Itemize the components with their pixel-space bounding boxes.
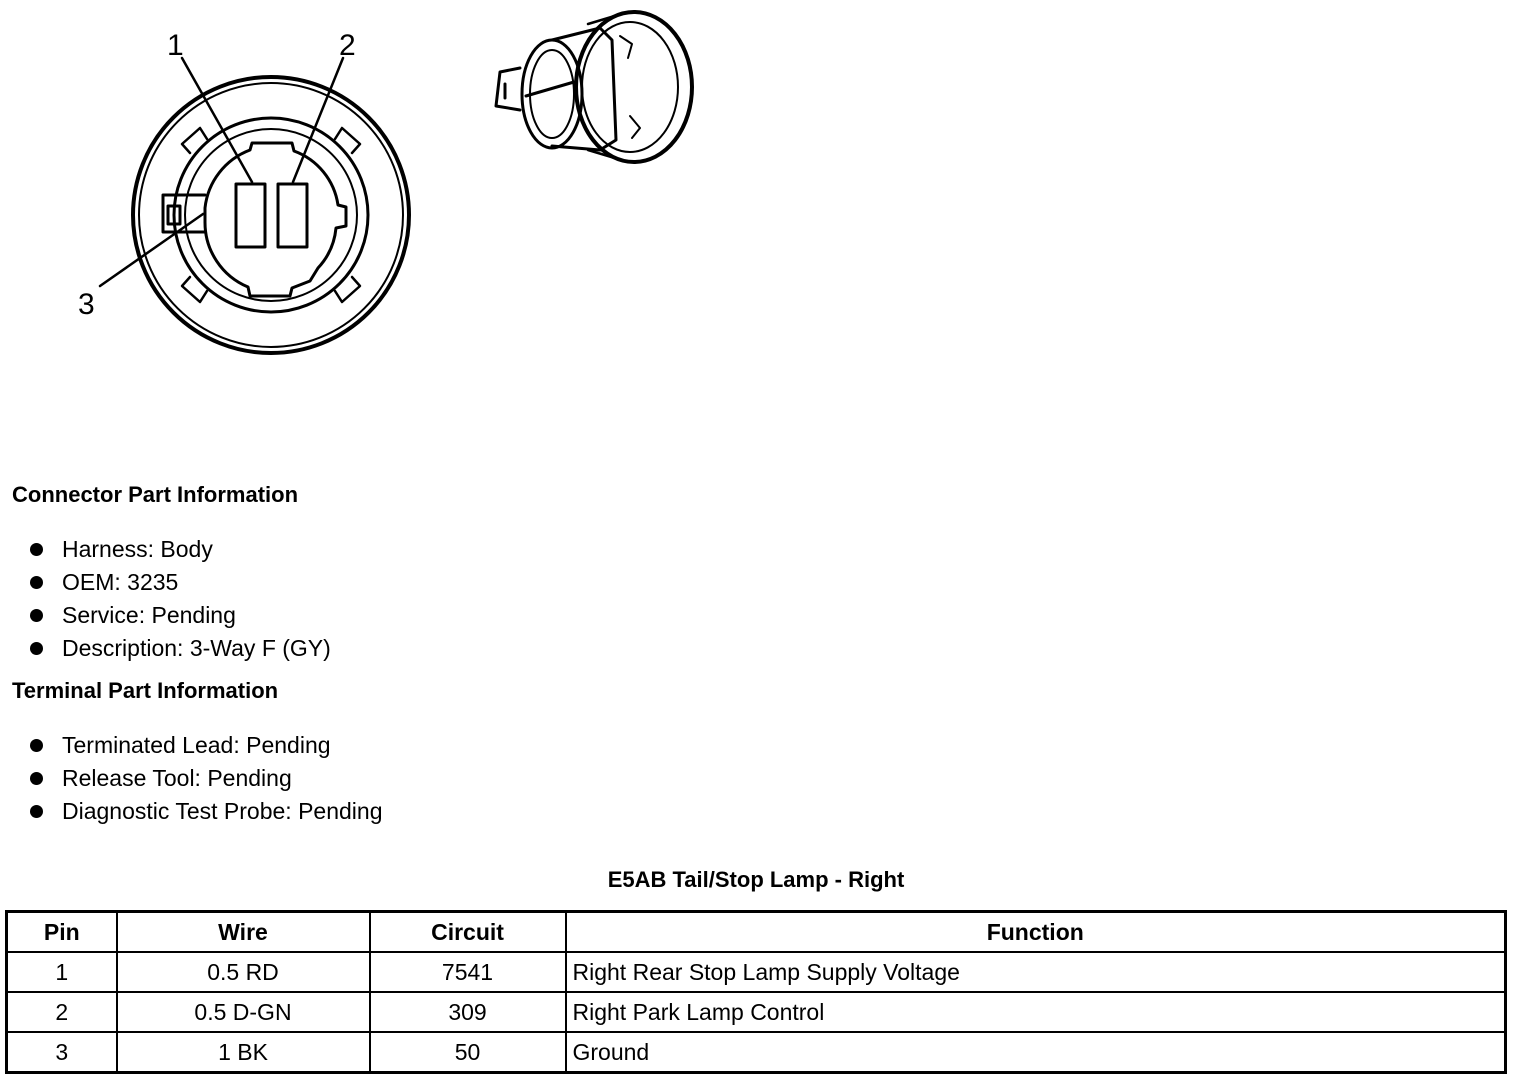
list-item: Release Tool: Pending bbox=[28, 762, 383, 795]
cell-circuit: 309 bbox=[370, 992, 566, 1032]
list-item: Terminated Lead: Pending bbox=[28, 729, 383, 762]
connector-info-heading: Connector Part Information bbox=[12, 482, 299, 507]
table-title: E5AB Tail/Stop Lamp - Right bbox=[607, 867, 905, 892]
cell-wire: 0.5 RD bbox=[117, 952, 370, 992]
list-item: OEM: 3235 bbox=[28, 566, 331, 599]
cell-pin: 3 bbox=[7, 1032, 117, 1073]
cell-wire: 1 BK bbox=[117, 1032, 370, 1073]
cell-circuit: 7541 bbox=[370, 952, 566, 992]
table-row bbox=[7, 992, 1506, 1032]
connector-side-view bbox=[496, 12, 692, 162]
pinout-table bbox=[5, 910, 1507, 1074]
column-header-pin: Pin bbox=[7, 912, 117, 953]
cell-pin: 2 bbox=[7, 992, 117, 1032]
cell-wire: 0.5 D-GN bbox=[117, 992, 370, 1032]
cell-function: Right Park Lamp Control bbox=[566, 992, 1506, 1032]
pin-label-2: 2 bbox=[339, 29, 356, 62]
pin-label-3: 3 bbox=[78, 288, 95, 321]
list-item: Service: Pending bbox=[28, 599, 331, 632]
terminal-info-list bbox=[28, 729, 383, 828]
table-row bbox=[7, 1032, 1506, 1073]
column-header-circuit: Circuit bbox=[370, 912, 566, 953]
terminal-info-heading: Terminal Part Information bbox=[12, 678, 279, 703]
column-header-wire: Wire bbox=[117, 912, 370, 953]
list-item: Diagnostic Test Probe: Pending bbox=[28, 795, 383, 828]
cell-circuit: 50 bbox=[370, 1032, 566, 1073]
list-item: Description: 3-Way F (GY) bbox=[28, 632, 331, 665]
table-row bbox=[7, 952, 1506, 992]
list-item: Harness: Body bbox=[28, 533, 331, 566]
cell-pin: 1 bbox=[7, 952, 117, 992]
column-header-function: Function bbox=[566, 912, 1506, 953]
cell-function: Ground bbox=[566, 1032, 1506, 1073]
cell-function: Right Rear Stop Lamp Supply Voltage bbox=[566, 952, 1506, 992]
connector-info-list bbox=[28, 533, 331, 665]
connector-diagram bbox=[0, 0, 720, 380]
table-header-row bbox=[7, 912, 1506, 953]
pin-label-1: 1 bbox=[167, 29, 184, 62]
connector-face-view bbox=[100, 58, 409, 353]
